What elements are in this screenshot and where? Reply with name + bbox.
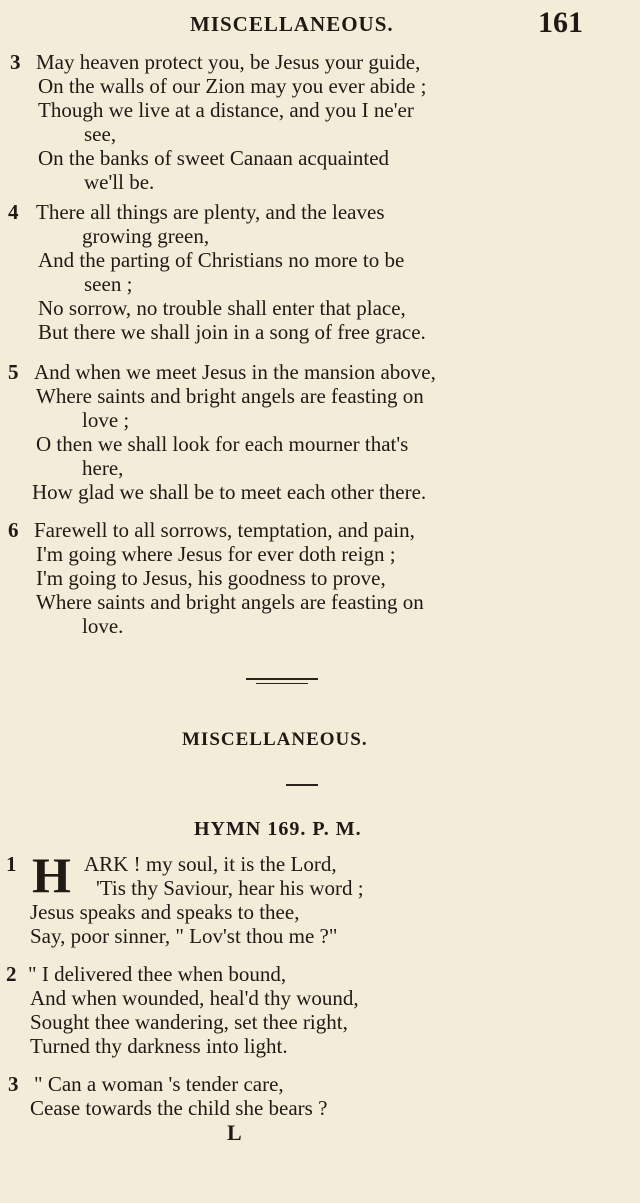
verse-line: love. [82,614,124,638]
verse-number: 2 [6,962,17,986]
verse-line: I'm going where Jesus for ever doth reign ; [36,542,396,566]
verse-line: love ; [82,408,130,432]
verse-line: seen ; [84,272,133,296]
verse-line: O then we shall look for each mourner that's [36,432,409,456]
verse-line: And when we meet Jesus in the mansion above, [34,360,436,384]
verse-line: Where saints and bright angels are feasting on [36,590,424,614]
verse-line: growing green, [82,224,210,248]
verse-line: May heaven protect you, be Jesus your guide, [36,50,421,74]
verse-line: Jesus speaks and speaks to thee, [30,900,300,924]
verse-line: On the walls of our Zion may you ever abide ; [38,74,427,98]
drop-cap: H [32,847,71,903]
section-divider [286,784,318,786]
signature-mark: L [227,1120,242,1145]
verse-number: 4 [8,200,19,224]
hymn-title: HYMN 169. P. M. [194,818,362,840]
verse-line: There all things are plenty, and the leaves [36,200,385,224]
verse-number: 3 [8,1072,19,1096]
verse-line: Though we live at a distance, and you I ne'er [38,98,414,122]
verse-line: Sought thee wandering, set thee right, [30,1010,348,1034]
verse-line: And when wounded, heal'd thy wound, [30,986,359,1010]
verse-line: And the parting of Christians no more to be [38,248,405,272]
verse-number: 5 [8,360,19,384]
verse-line: 'Tis thy Saviour, hear his word ; [96,876,364,900]
verse-line: No sorrow, no trouble shall enter that place, [38,296,406,320]
verse-line: we'll be. [84,170,155,194]
verse-number: 1 [6,852,17,876]
verse-number: 3 [10,50,21,74]
verse-line: here, [82,456,124,480]
running-title: MISCELLANEOUS. [190,12,394,36]
verse-line: ARK ! my soul, it is the Lord, [84,852,337,876]
section-divider [246,678,318,680]
page-number: 161 [538,6,583,39]
verse-line: Cease towards the child she bears ? [30,1096,328,1120]
verse-number: 6 [8,518,19,542]
verse-line: But there we shall join in a song of free grace. [38,320,426,344]
verse-line: Where saints and bright angels are feasting on [36,384,424,408]
section-divider-thin [256,683,308,684]
verse-line: " Can a woman 's tender care, [34,1072,284,1096]
verse-line: On the banks of sweet Canaan acquainted [38,146,390,170]
verse-line: see, [84,122,117,146]
verse-line: How glad we shall be to meet each other there. [32,480,427,504]
verse-line: Turned thy darkness into light. [30,1034,288,1058]
verse-line: Say, poor sinner, " Lov'st thou me ?" [30,924,338,948]
verse-line: Farewell to all sorrows, temptation, and pain, [34,518,415,542]
verse-line: " I delivered thee when bound, [28,962,287,986]
verse-line: I'm going to Jesus, his goodness to prove, [36,566,386,590]
section-heading: MISCELLANEOUS. [182,729,368,750]
